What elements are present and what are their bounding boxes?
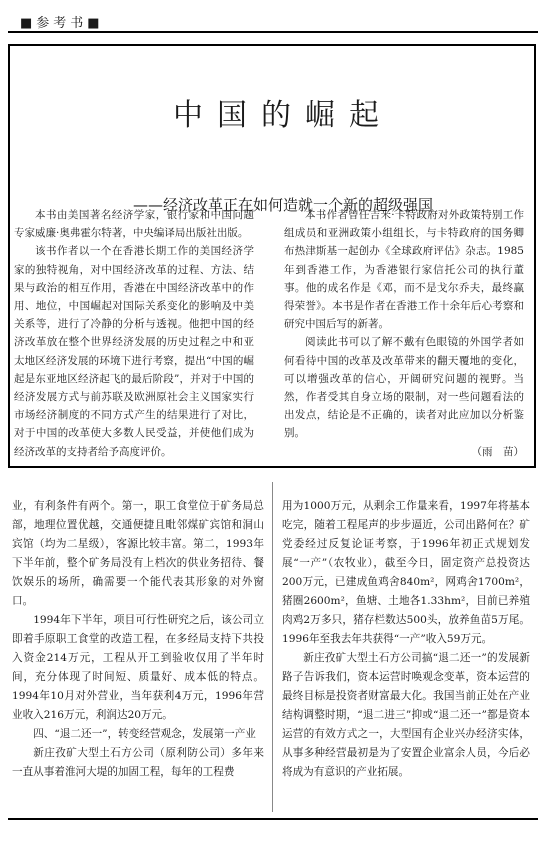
section-heading: 四、“退二还一”，转变经营观念，发展第一产业 xyxy=(33,728,256,740)
book-title: 中国的崛起 xyxy=(173,98,393,133)
paragraph: 阅读此书可以了解不戴有色眼镜的外国学者如何看待中国的改革及改革带来的翻天覆地的变化，可以增强改革的信心，开阔研究问题的视野。当然，作者受其自身立场的限制，对一些问题看法的出发点，结论是不正确的，读者对此应加以分析鉴别。 xyxy=(284,336,524,440)
paragraph: 用为1000万元，从剩余工作量来看，1997年将基本吃完，随着工程尾声的步步逼近，公司出路何在？矿党委经过反复论证考察，于1996年初正式规划发展“一产”（农牧业），截至今日，固定资产总投资达200万元，已建成鱼鸡舍840m²，网鸡舍1700m²，猪圈2600m²，鱼塘、土地各1.33hm²，目前已养殖肉鸡2万多只，猪存栏数达500头，放养鱼苗5万尾。1996年至我去年共获得“一产”收入59万元。 xyxy=(282,500,530,645)
intro-right-column xyxy=(284,206,524,461)
book-subtitle: ——经济改革正在如何造就一个新的超级强国 xyxy=(132,196,433,214)
section-label: ■参考书■ xyxy=(20,16,104,31)
header-rule xyxy=(8,31,538,33)
paragraph: 本书由美国著名经济学家，银行家和中国问题专家威廉·奥弗霍尔特著，中央编译局出版社出版。 xyxy=(14,209,254,240)
review-signature: （雨 苗） xyxy=(471,445,524,458)
paragraph: 新庄孜矿大型土石方公司搞“退二还一”的发展新路子告诉我们，资本运营时唤观念变革，资本运营的最终目标是投资者财富最大化。我国当前正处在产业结构调整时期，“退二进三”抑或“退二还一”都是资本运营的有效方式之一，大型国有企业兴办经济实体，从事多种经营最初是为了安置企业富余人员，今后必将成为有意识的产业拓展。 xyxy=(282,652,530,778)
paragraph: 新庄孜矿大型土石方公司（原利防公司）多年来一直从事着淮河大堤的加固工程，每年的工程费 xyxy=(12,747,264,778)
column-divider xyxy=(272,482,273,812)
paragraph: 该书作者以一个在香港长期工作的美国经济学家的独特视角，对中国经济改革的过程、方法、结果与政治的相互作用，香港在中国经济改革中的作用、地位，中国崛起对国际关系变化的影响及中美关系等，进行了冷静的分析与透视。他把中国的经济改革放在整个世界经济发展的历史过程之中和亚太地区经济发展的环境下进行考察，提出“中国的崛起是东亚地区经济起飞的最后阶段”，并对于中国的经济发展方式与前苏联及欧洲原社会主义国家实行市场经济制度的不同方式产生的结果进行了对比，对于中国的改革使大多数人民受益，并使他们成为经济改革的支持者给予高度评价。 xyxy=(14,245,254,458)
paragraph: 1994年下半年，项目可行性研究之后，该公司立即着手原职工食堂的改造工程，在多经局支持下共投入资金214万元，工程从开工到验收仅用了半年时间，充分体现了时间短、质量好、成本低的特点。1994年10月对外营业，当年获利4万元，1996年营业收入216万元，利润达20万元。 xyxy=(12,614,264,721)
body-right-column xyxy=(282,497,530,782)
body-left-column xyxy=(12,497,264,782)
bottom-rule xyxy=(8,818,538,820)
paragraph: 本书作者曾任吉米·卡特政府对外政策特别工作组成员和亚洲政策小组组长，与卡特政府的国务卿布热津斯基一起创办《全球政府评估》杂志。1985年到香港工作，为香港银行家信托公司的执行董事。他的成名作是《邓，而不是戈尔乔夫，最终赢得荣誉》。本书是作者在香港工作十余年后心考察和研究中国后写的新著。 xyxy=(284,209,524,331)
paragraph: 业，有利条件有两个。第一，职工食堂位于矿务局总部，地理位置优越，交通便捷且毗邻煤矿宾馆和洞山宾馆（均为二星级），客源比较丰富。第二，1993年下半年前，整个矿务局没有上档次的供业务招待、餐饮娱乐的场所，确需要一个能代表其形象的对外窗口。 xyxy=(12,500,264,607)
intro-left-column xyxy=(14,206,254,461)
